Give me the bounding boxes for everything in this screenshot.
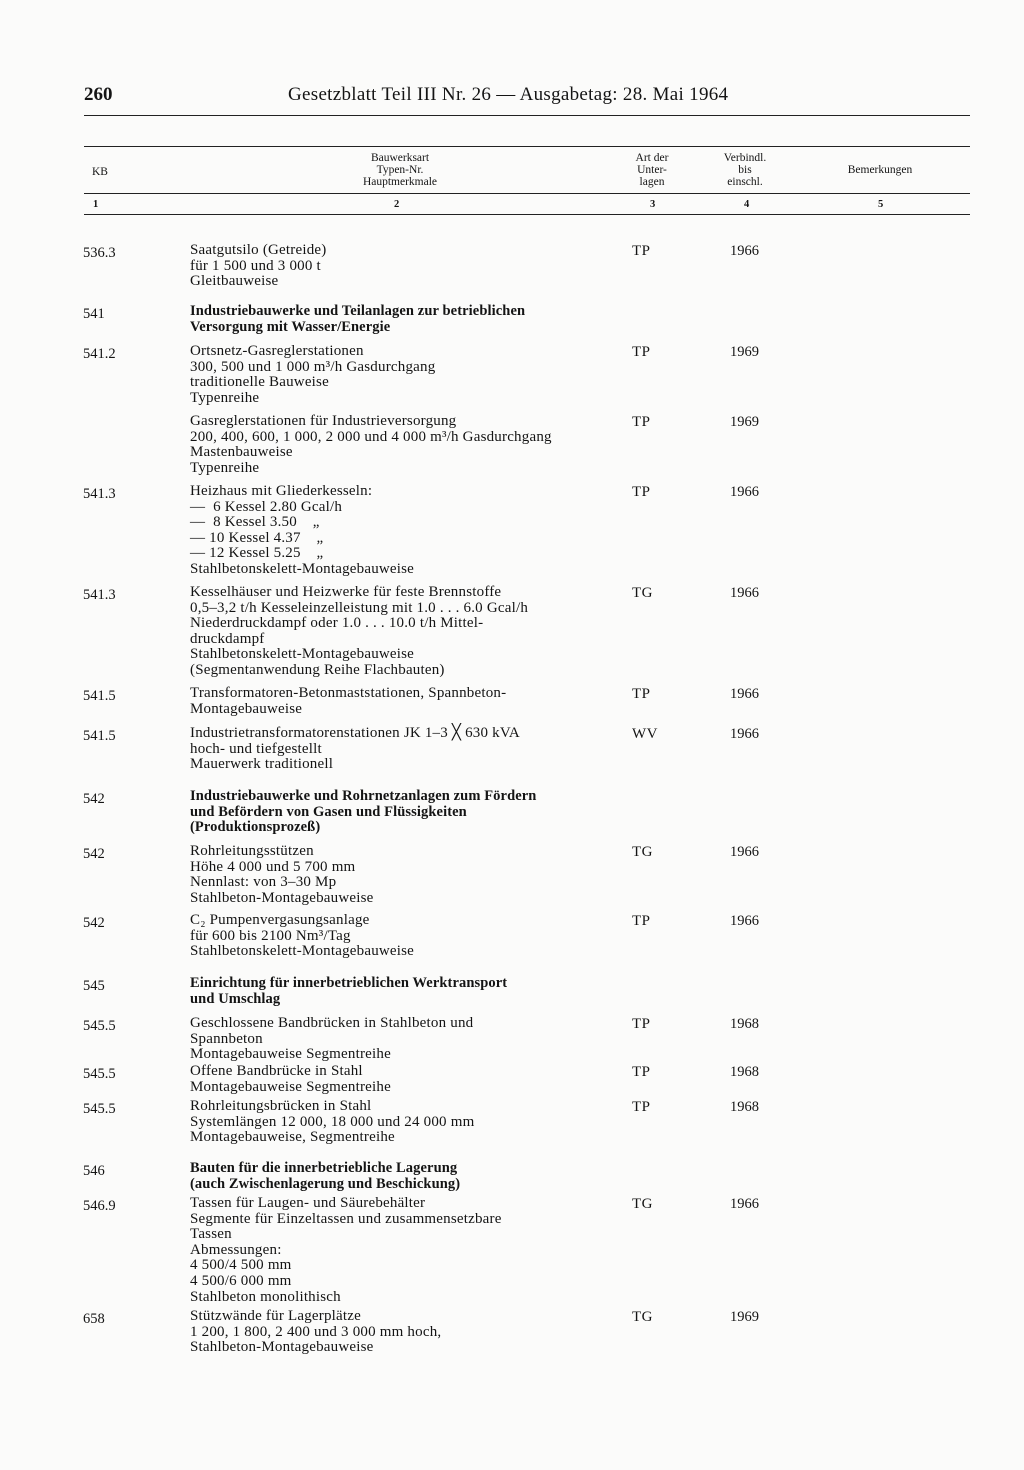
row-verbindlich-bis: 1966	[730, 844, 759, 860]
row-description: Geschlossene Bandbrücken in Stahlbeton und Spannbeton Montagebauweise Segmentreihe	[190, 1015, 474, 1063]
row-description: Gasreglerstationen für Industrieversorgung 200, 400, 600, 1 000, 2 000 und 4 000 m³/h Gasdurchgang Mastenbauweise Typenreihe	[190, 413, 552, 476]
row-art-der-unterlagen: TG	[632, 1309, 653, 1325]
row-verbindlich-bis: 1966	[730, 243, 759, 259]
row-verbindlich-bis: 1969	[730, 344, 759, 360]
row-verbindlich-bis: 1966	[730, 686, 759, 702]
row-art-der-unterlagen: TG	[632, 585, 653, 601]
row-verbindlich-bis: 1968	[730, 1016, 759, 1032]
table-top-rule	[84, 146, 970, 147]
row-kb: 541.5	[83, 688, 116, 704]
col-number-2: 2	[394, 199, 400, 210]
header-rule	[84, 115, 970, 116]
row-verbindlich-bis: 1968	[730, 1099, 759, 1115]
row-kb: 541	[83, 306, 105, 322]
col-header-bauwerksart: Bauwerksart Typen-Nr. Hauptmerkmale	[362, 152, 438, 188]
row-art-der-unterlagen: TP	[632, 243, 651, 259]
col-number-3: 3	[650, 199, 656, 210]
row-verbindlich-bis: 1966	[730, 726, 759, 742]
row-kb: 541.3	[83, 486, 116, 502]
row-description: Rohrleitungsstützen Höhe 4 000 und 5 700 mm Nennlast: von 3–30 Mp Stahlbeton-Montagebauweise	[190, 843, 374, 906]
row-description: Offene Bandbrücke in Stahl Montagebauweise Segmentreihe	[190, 1063, 391, 1095]
row-description: Heizhaus mit Gliederkesseln: — 6 Kessel 2.80 Gcal/h — 8 Kessel 3.50 „ — 10 Kessel 4.37 „ — 12 Kessel 5.25 „ Stahlbetonskelett-Montagebauweise	[190, 483, 415, 577]
row-art-der-unterlagen: WV	[632, 726, 658, 742]
page-number: 260	[84, 84, 113, 105]
row-kb: 541.5	[83, 728, 116, 744]
row-kb: 546	[83, 1163, 105, 1179]
row-art-der-unterlagen: TP	[632, 1064, 651, 1080]
row-kb: 542	[83, 915, 105, 931]
row-verbindlich-bis: 1966	[730, 585, 759, 601]
row-description: Transformatoren-Betonmaststationen, Spannbeton- Montagebauweise	[190, 685, 507, 717]
col-number-5: 5	[878, 199, 884, 210]
row-section-heading: Bauten für die innerbetriebliche Lagerung (auch Zwischenlagerung und Beschickung)	[190, 1160, 461, 1192]
row-kb: 536.3	[83, 245, 116, 261]
row-art-der-unterlagen: TP	[632, 686, 651, 702]
row-verbindlich-bis: 1969	[730, 414, 759, 430]
col-header-art: Art der Unter- lagen	[635, 152, 669, 188]
row-description: Ortsnetz-Gasreglerstationen 300, 500 und 1 000 m³/h Gasdurchgang traditionelle Bauweise Typenreihe	[190, 343, 436, 406]
row-art-der-unterlagen: TP	[632, 344, 651, 360]
row-description: Saatgutsilo (Getreide) für 1 500 und 3 000 t Gleitbauweise	[190, 242, 327, 290]
row-art-der-unterlagen: TP	[632, 414, 651, 430]
row-section-heading: Industriebauwerke und Teilanlagen zur betrieblichen Versorgung mit Wasser/Energie	[190, 303, 526, 335]
row-art-der-unterlagen: TP	[632, 484, 651, 500]
row-description: Tassen für Laugen- und Säurebehälter Segmente für Einzeltassen und zusammensetzbare Tassen Abmessungen: 4 500/4 500 mm 4 500/6 000 mm Stahlbeton monolithisch	[190, 1195, 502, 1305]
col-header-rule	[84, 193, 970, 194]
row-art-der-unterlagen: TP	[632, 1016, 651, 1032]
row-verbindlich-bis: 1968	[730, 1064, 759, 1080]
col-number-1: 1	[93, 199, 99, 210]
row-kb: 545	[83, 978, 105, 994]
row-verbindlich-bis: 1966	[730, 484, 759, 500]
row-kb: 541.3	[83, 587, 116, 603]
row-kb: 545.5	[83, 1066, 116, 1082]
row-art-der-unterlagen: TG	[632, 1196, 653, 1212]
row-description: C₂ Pumpenvergasungsanlage für 600 bis 2100 Nm³/Tag Stahlbetonskelett-Montagebauweise	[190, 912, 415, 960]
row-art-der-unterlagen: TG	[632, 844, 653, 860]
col-header-verbindlich: Verbindl. bis einschl.	[723, 152, 767, 188]
row-kb: 542	[83, 846, 105, 862]
col-header-kb: KB	[92, 166, 108, 178]
row-description: Stützwände für Lagerplätze 1 200, 1 800, 2 400 und 3 000 mm hoch, Stahlbeton-Montagebauweise	[190, 1308, 442, 1356]
row-verbindlich-bis: 1966	[730, 913, 759, 929]
col-number-rule	[84, 214, 970, 215]
row-art-der-unterlagen: TP	[632, 913, 651, 929]
row-description: Kesselhäuser und Heizwerke für feste Brennstoffe 0,5–3,2 t/h Kesseleinzelleistung mit 1.0 . . . 6.0 Gcal/h Niederdruckdampf oder 1.0 . . . 10.0 t/h Mittel- druckdampf Stahlbetonskelett-Montagebauweise (Segmentanwendung Reihe Flachbauten)	[190, 584, 529, 678]
row-description: Rohrleitungsbrücken in Stahl Systemlängen 12 000, 18 000 und 24 000 mm Montagebauweise, Segmentreihe	[190, 1098, 475, 1146]
row-verbindlich-bis: 1966	[730, 1196, 759, 1212]
row-kb: 658	[83, 1311, 105, 1327]
page-title: Gesetzblatt Teil III Nr. 26 — Ausgabetag: 28. Mai 1964	[288, 84, 729, 105]
col-number-4: 4	[744, 199, 750, 210]
row-kb: 545.5	[83, 1101, 116, 1117]
row-section-heading: Einrichtung für innerbetrieblichen Werktransport und Umschlag	[190, 975, 508, 1007]
row-kb: 545.5	[83, 1018, 116, 1034]
row-description: Industrietransformatorenstationen JK 1–3 ╳ 630 kVA hoch- und tiefgestellt Mauerwerk traditionell	[190, 725, 520, 773]
row-kb: 546.9	[83, 1198, 116, 1214]
row-kb: 541.2	[83, 346, 116, 362]
row-kb: 542	[83, 791, 105, 807]
row-art-der-unterlagen: TP	[632, 1099, 651, 1115]
row-verbindlich-bis: 1969	[730, 1309, 759, 1325]
row-section-heading: Industriebauwerke und Rohrnetzanlagen zum Fördern und Befördern von Gasen und Flüssigkeiten (Produktionsprozeß)	[190, 788, 537, 836]
col-header-bemerkungen: Bemerkungen	[847, 164, 913, 176]
